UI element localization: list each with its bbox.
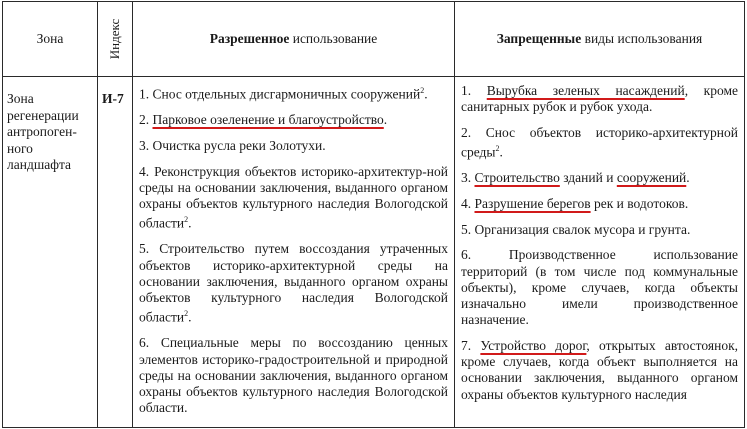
allowed-item: 3. Очистка русла реки Золотухи. bbox=[139, 137, 326, 153]
highlight-underline: Устройство дорог bbox=[480, 337, 587, 353]
header-forbidden bbox=[455, 2, 745, 77]
allowed-list bbox=[133, 77, 455, 428]
header-row bbox=[3, 2, 745, 77]
highlight-underline: сооружений bbox=[616, 170, 687, 186]
header-index bbox=[98, 2, 133, 77]
header-zone: Зона bbox=[3, 2, 98, 77]
header-forbidden-rest: виды использования bbox=[581, 31, 703, 46]
forbidden-item: 3. Строительство зданий и сооружений. bbox=[461, 170, 690, 186]
forbidden-item: 5. Организация свалок мусора и грунта. bbox=[461, 221, 691, 237]
highlight-underline: Строительство bbox=[474, 170, 560, 186]
zone-name: Зона регенерации антропоген-ного ландшафта bbox=[3, 77, 98, 428]
forbidden-list bbox=[455, 77, 745, 428]
forbidden-item: 6. Производственное использование территорий (в том числе под коммунальные объекты), кроме случаев, когда объекты изначально имели производственное назначение. bbox=[461, 247, 738, 328]
allowed-item: 2. Парковое озеленение и благоустройство. bbox=[139, 112, 388, 128]
allowed-item: 4. Реконструкция объектов историко-архитектур-ной среды на основании заключения, выданного органом охраны объектов культурного наследия Вологодской области$^2$. bbox=[139, 163, 448, 231]
zoning-table bbox=[2, 1, 745, 428]
forbidden-item: 1. Вырубка зеленых насаждений, кроме санитарных рубок и рубок ухода. bbox=[461, 83, 739, 115]
highlight-underline: Парковое озеленение и благоустройство bbox=[152, 112, 384, 128]
header-allowed-rest: использование bbox=[289, 31, 378, 46]
allowed-item: 5. Строительство путем воссоздания утраченных объектов историко-архитектурной среды на основании заключения, выданного органом охраны объектов культурного наследия Вологодской области$^2$. bbox=[139, 241, 448, 325]
allowed-item: 6. Специальные меры по воссозданию ценных элементов историко-градостроительной и природной среды на основании заключения, выданного органом охраны объектов культурного наследия Вологодской области. bbox=[139, 335, 448, 416]
header-allowed-bold: Разрешенное bbox=[209, 31, 290, 46]
forbidden-item: 4. Разрушение берегов рек и водотоков. bbox=[461, 196, 689, 212]
header-index-label: Индекс bbox=[107, 18, 122, 60]
header-forbidden-bold: Запрещенные bbox=[496, 31, 582, 46]
header-allowed bbox=[133, 2, 455, 77]
allowed-item: 1. Снос отдельных дисгармоничных сооружений$^2$. bbox=[139, 86, 428, 102]
highlight-underline: Вырубка зеленых насаждений bbox=[486, 83, 685, 98]
forbidden-item: 7. Устройство дорог, открытых автостоянок, кроме случаев, когда объект выполняется на основании заключения, выданного органом охраны объектов культурного наследия bbox=[461, 337, 739, 402]
table-row bbox=[3, 77, 745, 428]
zone-index: И-7 bbox=[98, 77, 133, 428]
forbidden-item: 2. Снос объектов историко-архитектурной среды$^2$. bbox=[461, 124, 738, 160]
highlight-underline: Разрушение берегов bbox=[474, 196, 591, 212]
